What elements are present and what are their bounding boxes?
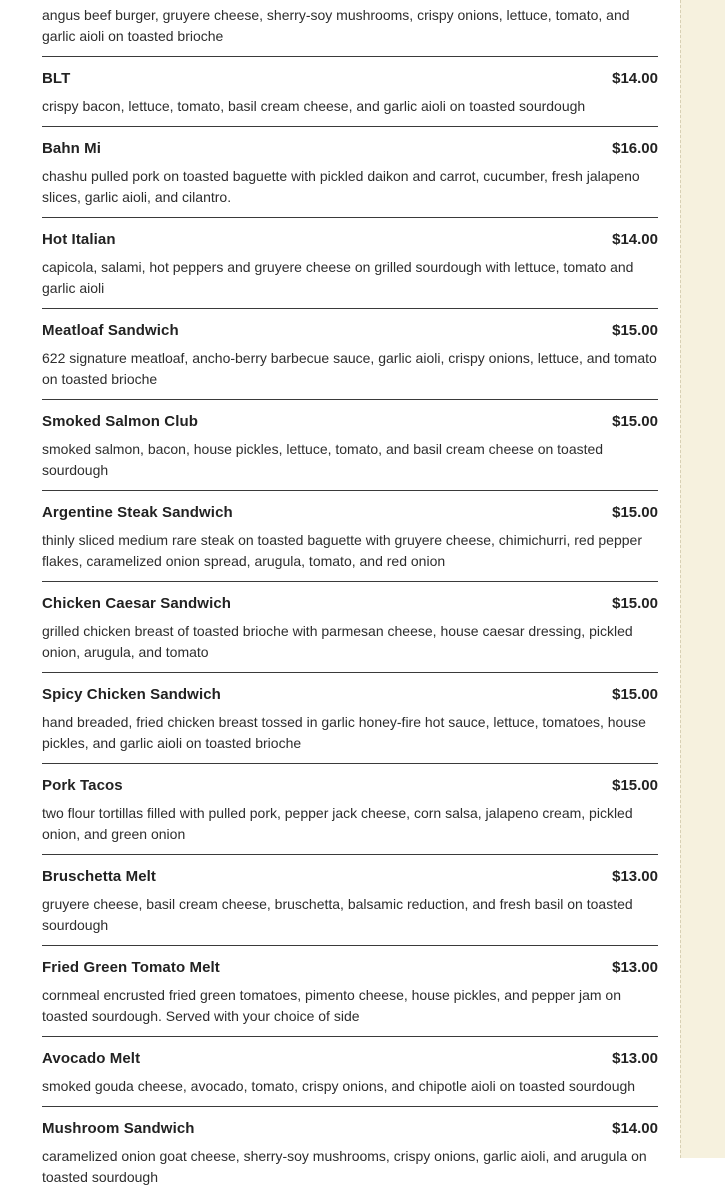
item-description: hand breaded, fried chicken breast tossed in garlic honey-fire hot sauce, lettuce, tomatoes, house pickles, and garlic aioli on toasted brioche — [42, 714, 646, 751]
item-name: Chicken Caesar Sandwich — [42, 595, 232, 612]
item-description: capicola, salami, hot peppers and gruyere cheese on grilled sourdough with lettuce, tomato and garlic aioli — [42, 259, 634, 296]
item-price: $15.00 — [612, 504, 658, 521]
item-description: crispy bacon, lettuce, tomato, basil cream cheese, and garlic aioli on toasted sourdough — [42, 98, 586, 114]
divider — [42, 581, 658, 582]
menu-item — [42, 776, 658, 842]
item-name: Bruschetta Melt — [42, 868, 157, 885]
divider — [42, 763, 658, 764]
item-price: $15.00 — [612, 777, 658, 794]
item-description: thinly sliced medium rare steak on toasted baguette with gruyere cheese, chimichurri, red pepper flakes, caramelized onion spread, arugula, tomato, and red onion — [42, 532, 642, 569]
divider — [42, 308, 658, 309]
divider — [42, 1106, 658, 1107]
divider — [42, 854, 658, 855]
menu-item — [42, 958, 658, 1024]
menu-item — [42, 230, 658, 296]
divider — [42, 945, 658, 946]
item-name: Spicy Chicken Sandwich — [42, 686, 221, 703]
item-name: Bahn Mi — [42, 140, 102, 157]
item-description: two flour tortillas filled with pulled pork, pepper jack cheese, corn salsa, jalapeno cream, pickled onion, and green onion — [42, 805, 633, 842]
divider — [42, 672, 658, 673]
item-description: smoked salmon, bacon, house pickles, lettuce, tomato, and basil cream cheese on toasted sourdough — [42, 441, 604, 478]
side-panel — [680, 0, 725, 1158]
item-description: chashu pulled pork on toasted baguette with pickled daikon and carrot, cucumber, fresh jalapeno slices, garlic aioli, and cilantro. — [42, 168, 640, 205]
item-name: Avocado Melt — [42, 1050, 141, 1067]
menu-item — [42, 685, 658, 751]
item-name: Smoked Salmon Club — [42, 413, 198, 430]
divider — [42, 217, 658, 218]
divider — [42, 399, 658, 400]
item-price: $15.00 — [612, 322, 658, 339]
menu-item — [42, 139, 658, 205]
item-name: Meatloaf Sandwich — [42, 322, 179, 339]
item-price: $14.00 — [612, 231, 658, 248]
item-price: $13.00 — [612, 868, 658, 885]
item-price: $13.00 — [612, 959, 658, 976]
item-description: caramelized onion goat cheese, sherry-soy mushrooms, crispy onions, garlic aioli, and arugula on toasted sourdough — [42, 1148, 647, 1185]
menu-item — [42, 594, 658, 660]
item-description: 622 signature meatloaf, ancho-berry barbecue sauce, garlic aioli, crispy onions, lettuce, and tomato on toasted brioche — [42, 350, 657, 387]
divider — [42, 126, 658, 127]
divider — [42, 1036, 658, 1037]
item-description: smoked gouda cheese, avocado, tomato, crispy onions, and chipotle aioli on toasted sourdough — [42, 1078, 636, 1094]
item-name: Hot Italian — [42, 231, 116, 248]
item-price: $15.00 — [612, 686, 658, 703]
menu-item — [42, 69, 658, 114]
item-name: Argentine Steak Sandwich — [42, 504, 233, 521]
menu-item — [42, 412, 658, 478]
item-price: $14.00 — [612, 70, 658, 87]
item-price: $13.00 — [612, 1050, 658, 1067]
item-name: Pork Tacos — [42, 777, 123, 794]
item-description: cornmeal encrusted fried green tomatoes, pimento cheese, house pickles, and pepper jam on toasted sourdough. Served with your choice of side — [42, 987, 622, 1024]
item-name: BLT — [42, 70, 71, 87]
item-name: Fried Green Tomato Melt — [42, 959, 220, 976]
item-description: grilled chicken breast of toasted brioche with parmesan cheese, house caesar dressing, pickled onion, arugula, and tomato — [42, 623, 633, 660]
divider — [42, 56, 658, 57]
item-price: $15.00 — [612, 595, 658, 612]
divider — [42, 490, 658, 491]
menu-item — [42, 1119, 658, 1185]
item-description: angus beef burger, gruyere cheese, sherry-soy mushrooms, crispy onions, lettuce, tomato, and garlic aioli on toasted brioche — [42, 7, 630, 44]
menu-item — [42, 1049, 658, 1094]
menu-item — [42, 321, 658, 387]
item-description: gruyere cheese, basil cream cheese, bruschetta, balsamic reduction, and fresh basil on toasted sourdough — [42, 896, 633, 933]
menu-item — [42, 867, 658, 933]
item-price: $16.00 — [612, 140, 658, 157]
item-name: Mushroom Sandwich — [42, 1120, 195, 1137]
menu-item — [42, 503, 658, 569]
item-price: $15.00 — [612, 413, 658, 430]
item-price: $14.00 — [612, 1120, 658, 1137]
